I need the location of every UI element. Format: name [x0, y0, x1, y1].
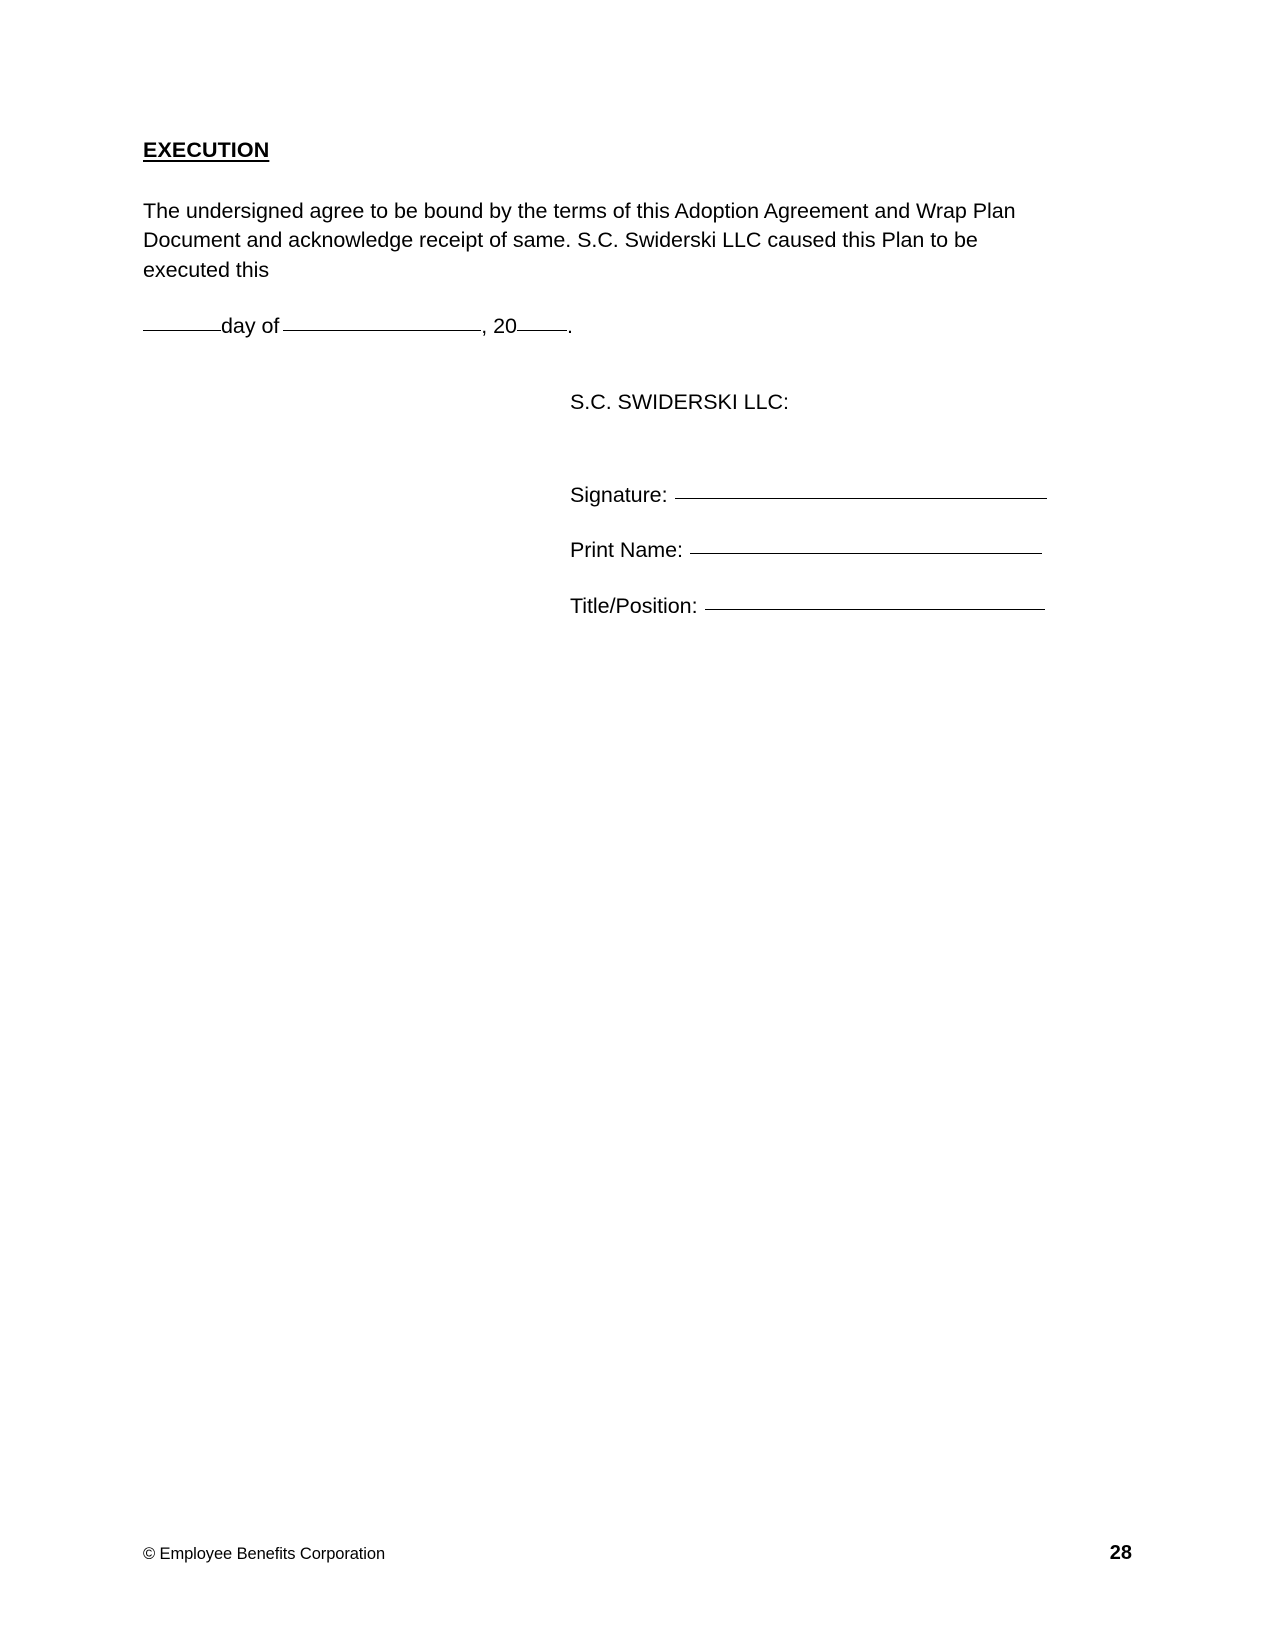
signature-field-row	[570, 481, 1070, 511]
day-blank-field[interactable]	[143, 330, 221, 331]
footer-page-number: 28	[1109, 1542, 1132, 1564]
signature-label: Signature:	[570, 482, 668, 507]
month-blank-field[interactable]	[283, 330, 481, 331]
footer-copyright: © Employee Benefits Corporation	[143, 1545, 386, 1563]
day-of-label: day of	[221, 314, 280, 339]
date-fill-in-line	[143, 312, 1073, 342]
title-position-input-line[interactable]	[705, 609, 1045, 610]
section-heading-execution: EXECUTION	[143, 138, 270, 162]
title-position-field-row	[570, 592, 1070, 622]
signature-block	[570, 388, 1070, 621]
page-footer	[143, 1541, 1132, 1565]
print-name-field-row	[570, 536, 1070, 566]
year-blank-field[interactable]	[517, 330, 567, 331]
period-label: .	[566, 314, 573, 339]
title-position-label: Title/Position:	[570, 593, 698, 618]
page-content	[143, 138, 1073, 342]
signature-input-line[interactable]	[675, 498, 1047, 499]
comma-twenty-label: , 20	[481, 314, 517, 339]
print-name-label: Print Name:	[570, 538, 683, 562]
execution-paragraph: The undersigned agree to be bound by the terms of this Adoption Agreement and Wrap Plan Document and acknowledge receipt of same. S.C. Swiderski LLC caused this Plan to be executed this	[143, 198, 1016, 282]
company-name-label: S.C. SWIDERSKI LLC:	[570, 390, 789, 414]
print-name-input-line[interactable]	[690, 553, 1042, 554]
